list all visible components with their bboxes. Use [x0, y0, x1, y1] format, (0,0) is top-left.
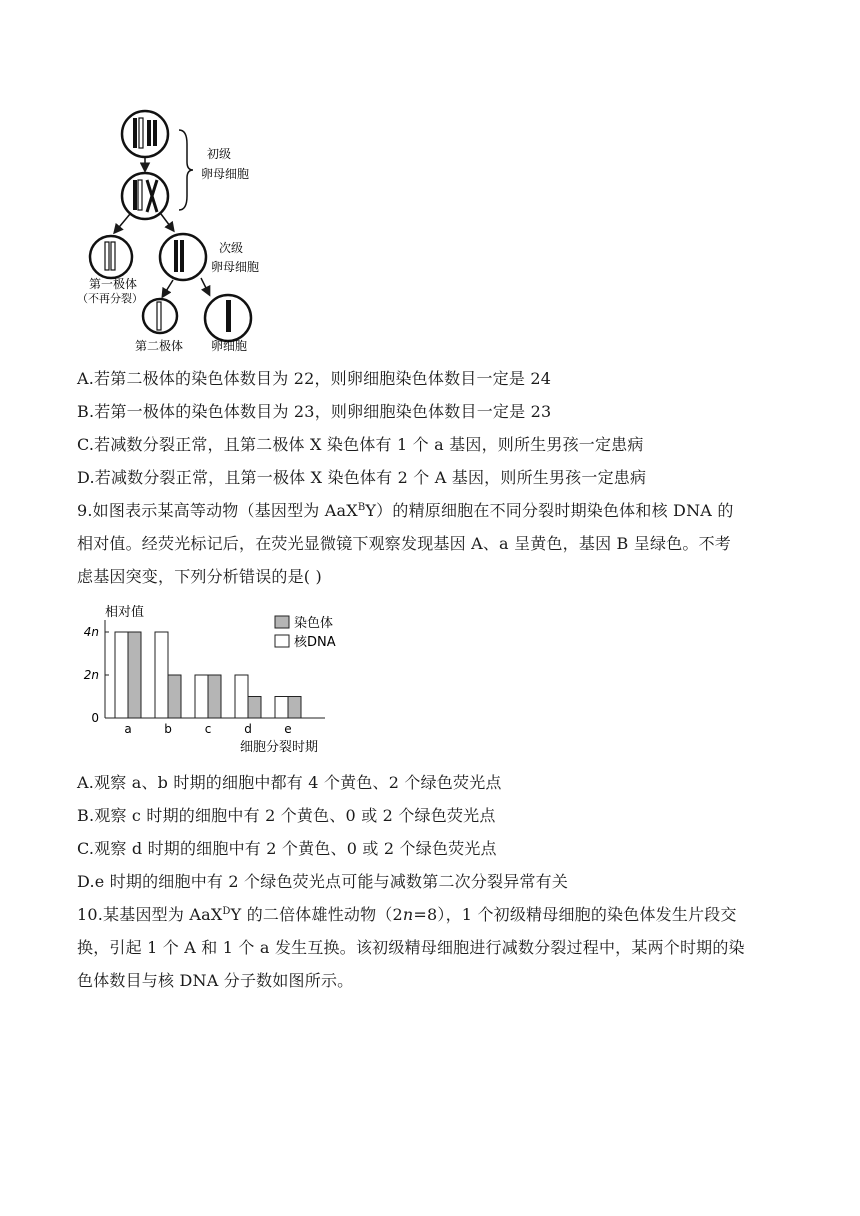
- second-polar-label: 第二极体: [135, 339, 184, 353]
- primary-oocyte-cell-2: [122, 173, 168, 219]
- bar-dna-d: [235, 675, 248, 718]
- primary-label-1: 初级: [207, 147, 232, 161]
- second-polar-body-cell: [143, 299, 177, 333]
- secondary-oocyte-cell: [160, 234, 206, 280]
- y-tick-label: 0: [91, 711, 99, 725]
- q8-option-d: D.若减数分裂正常，且第一极体 X 染色体有 2 个 A 基因，则所生男孩一定患病: [77, 468, 647, 487]
- bar-chromosome-c: [208, 675, 221, 718]
- first-polar-label-2: （不再分裂）: [77, 292, 143, 305]
- q9-stem-line-1: 9.如图表示某高等动物（基因型为 AaX$^B$Y）的精原细胞在不同分裂时期染色体和核 DNA 的: [77, 501, 734, 520]
- legend-swatch: [275, 616, 289, 628]
- q8-option-b: B.若第一极体的染色体数目为 23，则卵细胞染色体数目一定是 23: [77, 402, 552, 421]
- q10-stem-line-3: 色体数目与核 DNA 分子数如图所示。: [77, 971, 354, 990]
- q9-stem-line-3: 虑基因突变，下列分析错误的是( ): [77, 567, 322, 586]
- legend-label: 核DNA: [294, 635, 336, 650]
- chart-ylabel: 相对值: [105, 605, 145, 620]
- chart-legend: [275, 615, 336, 650]
- q9-stem-line-2: 相对值。经荧光标记后，在荧光显微镜下观察发现基因 A、a 呈黄色，基因 B 呈绿色。不考: [77, 534, 731, 553]
- x-tick-label: c: [204, 722, 212, 736]
- x-tick-label: e: [284, 722, 292, 736]
- bar-dna-b: [155, 632, 168, 718]
- legend-label: 染色体: [294, 616, 334, 631]
- bar-chromosome-a: [128, 632, 141, 718]
- first-polar-body-cell: [90, 236, 132, 278]
- q9-option-b: B.观察 c 时期的细胞中有 2 个黄色、0 或 2 个绿色荧光点: [77, 806, 496, 825]
- x-tick-label: d: [244, 722, 252, 736]
- q10-stem-line-1: 10.某基因型为 AaX$^D$Y 的二倍体雄性动物（2n=8），1 个初级精母细胞的染色体发生片段交: [77, 905, 737, 924]
- chart-xlabel: 细胞分裂时期: [240, 740, 319, 755]
- q9-option-a: A.观察 a、b 时期的细胞中都有 4 个黄色、2 个绿色荧光点: [77, 773, 502, 792]
- bar-dna-e: [275, 697, 288, 719]
- bar-chromosome-e: [288, 697, 301, 719]
- secondary-label-1: 次级: [219, 241, 244, 255]
- q10-stem-line-2: 换，引起 1 个 A 和 1 个 a 发生互换。该初级精母细胞进行减数分裂过程中，某两个时期的染: [77, 938, 745, 957]
- brace: [179, 130, 193, 210]
- q9-option-c: C.观察 d 时期的细胞中有 2 个黄色、0 或 2 个绿色荧光点: [77, 839, 497, 858]
- primary-label-2: 卵母细胞: [201, 167, 250, 181]
- x-tick-label: b: [164, 722, 172, 736]
- bar-dna-a: [115, 632, 128, 718]
- secondary-label-2: 卵母细胞: [211, 260, 260, 274]
- egg-cell: [205, 295, 251, 341]
- primary-oocyte-cell-1: [122, 111, 168, 157]
- bar-chart: [75, 598, 375, 760]
- bar-chromosome-d: [248, 697, 261, 719]
- x-tick-label: a: [124, 722, 132, 736]
- first-polar-label-1: 第一极体: [89, 277, 138, 291]
- y-tick-label: 4n: [83, 625, 99, 639]
- y-tick-label: 2n: [83, 668, 99, 682]
- q8-option-a: A.若第二极体的染色体数目为 22，则卵细胞染色体数目一定是 24: [77, 369, 552, 388]
- legend-swatch: [275, 635, 289, 647]
- egg-label: 卵细胞: [211, 339, 248, 353]
- bar-chromosome-b: [168, 675, 181, 718]
- oogenesis-diagram: [75, 100, 275, 358]
- q8-option-c: C.若减数分裂正常，且第二极体 X 染色体有 1 个 a 基因，则所生男孩一定患病: [77, 435, 644, 454]
- bar-dna-c: [195, 675, 208, 718]
- q9-option-d: D.e 时期的细胞中有 2 个绿色荧光点可能与减数第二次分裂异常有关: [77, 872, 569, 891]
